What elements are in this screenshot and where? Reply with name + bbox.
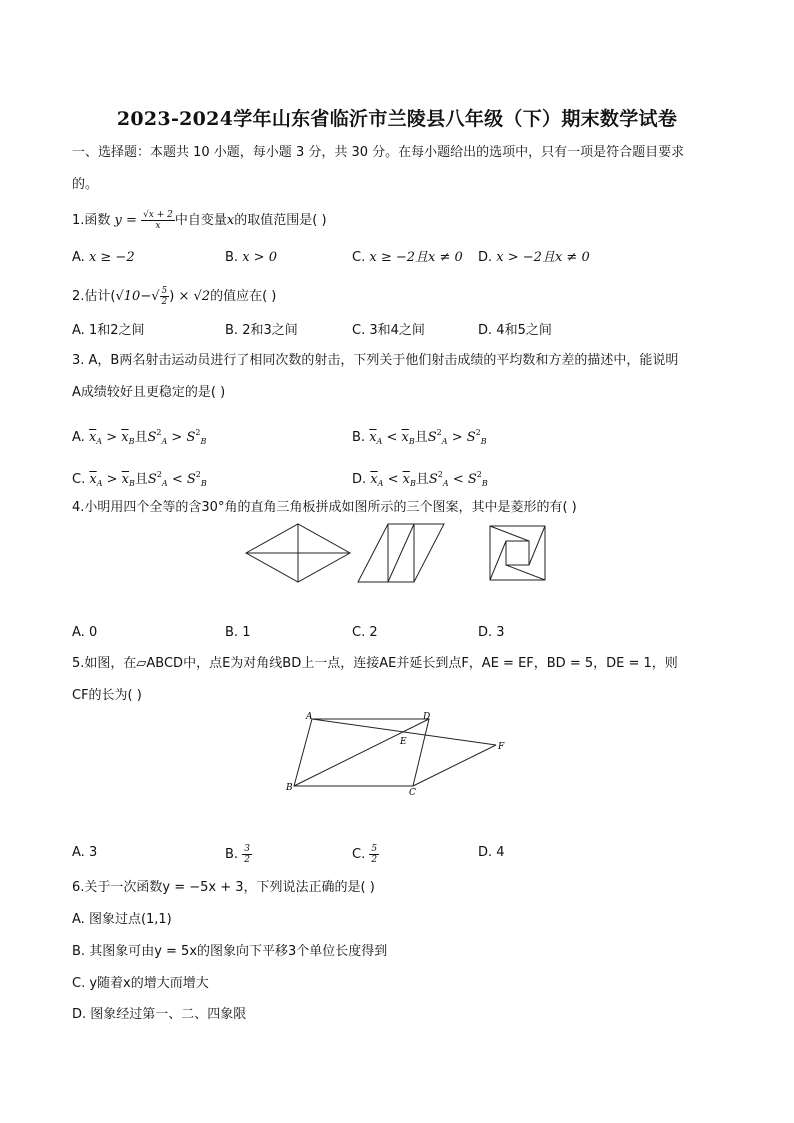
option-label: B. (225, 625, 239, 640)
option-label: C. (352, 250, 366, 265)
subscript-b: B (128, 437, 135, 446)
frac-den: 2 (371, 855, 378, 865)
mean-comparison: < (386, 430, 398, 445)
subscript-b: B (480, 437, 487, 446)
mean-symbol: $\overline{x}$ (401, 430, 409, 445)
q5-option-c[interactable] (352, 844, 379, 865)
q2-option-a[interactable] (72, 322, 144, 340)
q1-suffix: 中自变量 (174, 213, 227, 228)
option-text: 4和5之间 (496, 323, 552, 338)
question-5-line1: 5.如图，在▱ABCD中，点E为对角线BD上一点，连接AE并延长到点F，AE = EF，BD = 5，DE = 1，则 (72, 656, 678, 671)
option-text: 其图象可由y = 5x的图象向下平移3个单位长度得到 (89, 944, 388, 959)
option-label: D. (478, 625, 493, 640)
q4-option-d[interactable] (478, 624, 505, 642)
option-label: C. (72, 976, 86, 991)
q3-option-d[interactable] (352, 466, 488, 493)
q2-root-sign: √ (151, 289, 160, 304)
q2-sqrt10: √10 (115, 289, 141, 304)
option-fraction (242, 844, 252, 865)
q1-option-b[interactable] (225, 249, 277, 267)
q3-option-a[interactable] (72, 424, 206, 451)
q4-figures (243, 521, 553, 585)
option-label: D. (72, 1007, 87, 1022)
option-label: A. (72, 912, 85, 927)
option-text: x > 0 (242, 250, 277, 265)
subscript-a: A (161, 479, 168, 488)
q1-option-a[interactable] (72, 249, 135, 267)
variance-symbol: S (467, 472, 477, 487)
mean-symbol: $\overline{x}$ (402, 472, 410, 487)
subscript-b: B (408, 437, 415, 446)
option-label: C. (72, 472, 86, 487)
q5-label-d: D (423, 712, 431, 722)
option-text: 3 (88, 845, 98, 860)
subscript-a: A (376, 437, 383, 446)
option-label: D. (478, 250, 493, 265)
q5-option-d[interactable] (478, 844, 505, 862)
q1-option-d[interactable] (478, 249, 590, 267)
option-text: 图象过点(1,1) (88, 912, 172, 927)
question-6: 6.关于一次函数y = −5x + 3，下列说法正确的是( ) (72, 880, 375, 895)
variance-symbol: S (186, 472, 196, 487)
option-label: B. (225, 323, 239, 338)
q1-option-c[interactable] (352, 249, 463, 267)
subscript-a: A (441, 437, 448, 446)
subscript-a: A (377, 479, 384, 488)
option-label: B. (72, 944, 86, 959)
q1-suffix2: 的取值范围是( ) (234, 213, 327, 228)
q2-prefix: 2.估计( (72, 289, 116, 304)
variance-symbol: S (427, 430, 437, 445)
option-text: 0 (88, 625, 98, 640)
option-label: D. (478, 323, 493, 338)
q2-close: ) (169, 289, 175, 304)
q5-figure (286, 710, 510, 796)
frac-num: 3 (244, 844, 250, 854)
option-text: 2 (369, 625, 378, 640)
subscript-b: B (129, 479, 135, 488)
option-label: B. (225, 847, 239, 862)
option-label: B. (225, 250, 239, 265)
q1-frac-den: x (155, 221, 161, 231)
subscript-a: A (161, 437, 168, 446)
superscript-2: 2 (156, 428, 162, 437)
mean-symbol: $\overline{x}$ (88, 430, 97, 445)
variance-comparison: < (171, 472, 183, 487)
q4-pinwheel-1 (490, 526, 529, 541)
q2-option-d[interactable] (478, 322, 552, 340)
subscript-a: A (442, 479, 449, 488)
option-text: 1和2之间 (88, 323, 145, 338)
subscript-b: B (200, 479, 207, 488)
variance-comparison: < (452, 472, 464, 487)
q2-frac-num: 5 (161, 286, 168, 296)
q5-diagonal-bd (294, 719, 429, 786)
q2-frac-den: 2 (161, 297, 168, 307)
variance-comparison: > (171, 430, 183, 445)
subscript-b: B (481, 479, 488, 488)
question-2 (72, 286, 276, 307)
superscript-2: 2 (195, 428, 201, 437)
frac-num: 5 (371, 844, 378, 854)
superscript-2: 2 (437, 470, 443, 479)
superscript-2: 2 (195, 470, 201, 479)
question-3-line1: 3. A，B两名射击运动员进行了相同次数的射击，下列关于他们射击成绩的平均数和方差的描述中，能说明 (72, 353, 679, 368)
conjunction: 且 (134, 430, 148, 445)
q2-fraction (160, 286, 170, 307)
mean-comparison: > (106, 472, 118, 487)
option-text: 3和4之间 (369, 323, 425, 338)
option-text: 4 (496, 845, 505, 860)
variance-symbol: S (147, 472, 157, 487)
section-instructions-line1: 一、选择题：本题共 10 小题，每小题 3 分，共 30 分。在每小题给出的选项中，只有一项是符合题目要求 (72, 145, 685, 160)
question-4: 4.小明用四个全等的含30°角的直角三角板拼成如图所示的三个图案，其中是菱形的有( ) (72, 500, 577, 515)
question-1 (72, 210, 327, 231)
q2-minus: − (140, 289, 152, 304)
option-label: D. (352, 472, 367, 487)
q5-option-a[interactable] (72, 844, 97, 862)
q4-square (490, 526, 545, 580)
q4-pinwheel-2 (529, 526, 545, 565)
frac-den: 2 (244, 855, 250, 865)
option-label: C. (352, 625, 366, 640)
q1-func: y = (114, 213, 137, 228)
option-label: B. (352, 430, 366, 445)
mean-symbol: $\overline{x}$ (89, 472, 97, 487)
mean-symbol: $\overline{x}$ (369, 430, 377, 445)
q6-option-a[interactable] (72, 911, 172, 929)
section-instructions-line2: 的。 (72, 177, 99, 192)
option-label: A. (72, 845, 85, 860)
option-text: 2和3之间 (242, 323, 298, 338)
q4-option-a[interactable] (72, 624, 97, 642)
superscript-2: 2 (476, 470, 482, 479)
subscript-b: B (409, 479, 416, 488)
q4-inner-square (506, 541, 529, 565)
option-label: A. (72, 625, 85, 640)
q5-label-a: A (306, 712, 313, 722)
q1-fraction (141, 210, 175, 231)
conjunction: 且 (134, 472, 148, 487)
option-text: 图象经过第一、二、四象限 (90, 1007, 247, 1022)
q4-option-b[interactable] (225, 624, 250, 642)
option-text: 3 (496, 625, 505, 640)
q4-pinwheel-3 (506, 565, 545, 580)
option-text: y随着x的增大而增大 (89, 976, 209, 991)
q6-option-b[interactable] (72, 943, 387, 961)
mean-comparison: < (387, 472, 399, 487)
option-text: 1 (242, 625, 251, 640)
q6-option-d[interactable] (72, 1006, 246, 1024)
q5-label-e: E (400, 737, 407, 747)
q1-prefix: 1.函数 (72, 213, 111, 228)
option-text: x ≥ −2且x ≠ 0 (369, 250, 463, 265)
q2-option-b[interactable] (225, 322, 298, 340)
mean-symbol: $\overline{x}$ (121, 430, 129, 445)
variance-symbol: S (428, 472, 438, 487)
q5-option-b[interactable] (225, 844, 252, 865)
variance-symbol: S (466, 430, 476, 445)
q5-label-b: B (286, 783, 293, 793)
q3-option-c[interactable] (72, 466, 207, 493)
q3-option-b[interactable] (352, 424, 487, 451)
variance-comparison: > (451, 430, 463, 445)
q4-pinwheel-4 (490, 541, 506, 580)
question-5-line2: CF的长为( ) (72, 688, 142, 703)
superscript-2: 2 (436, 428, 442, 437)
option-text: x ≥ −2 (88, 250, 135, 265)
subscript-a: A (96, 437, 103, 446)
option-label: A. (72, 250, 85, 265)
superscript-2: 2 (475, 428, 481, 437)
variance-symbol: S (186, 430, 196, 445)
q2-suffix: 的值应在( ) (210, 289, 277, 304)
subscript-b: B (200, 437, 207, 446)
mean-symbol: $\overline{x}$ (121, 472, 130, 487)
q6-option-c[interactable] (72, 975, 209, 993)
option-label: A. (72, 430, 85, 445)
variance-symbol: S (147, 430, 157, 445)
q5-label-c: C (409, 788, 416, 798)
question-3-line2: A成绩较好且更稳定的是( ) (72, 385, 226, 400)
option-label: C. (352, 323, 366, 338)
mean-symbol: $\overline{x}$ (370, 472, 378, 487)
q5-line-cf (413, 745, 496, 786)
option-label: A. (72, 323, 85, 338)
q1-frac-num: √x + 2 (143, 210, 173, 220)
superscript-2: 2 (156, 470, 162, 479)
option-label: C. (352, 847, 366, 862)
conjunction: 且 (415, 472, 429, 487)
conjunction: 且 (414, 430, 428, 445)
q2-option-c[interactable] (352, 322, 425, 340)
q4-parallelogram-diag (388, 524, 414, 582)
q1-var: x (226, 213, 235, 228)
mean-comparison: > (106, 430, 118, 445)
page-title: 2023-2024学年山东省临沂市兰陵县八年级（下）期末数学试卷 (116, 108, 678, 130)
option-fraction (369, 844, 379, 865)
subscript-a: A (96, 479, 103, 488)
q2-times-sqrt2: × √2 (178, 289, 211, 304)
option-text: x > −2且x ≠ 0 (496, 250, 590, 265)
q5-label-f: F (498, 742, 505, 752)
q4-option-c[interactable] (352, 624, 378, 642)
option-label: D. (478, 845, 493, 860)
